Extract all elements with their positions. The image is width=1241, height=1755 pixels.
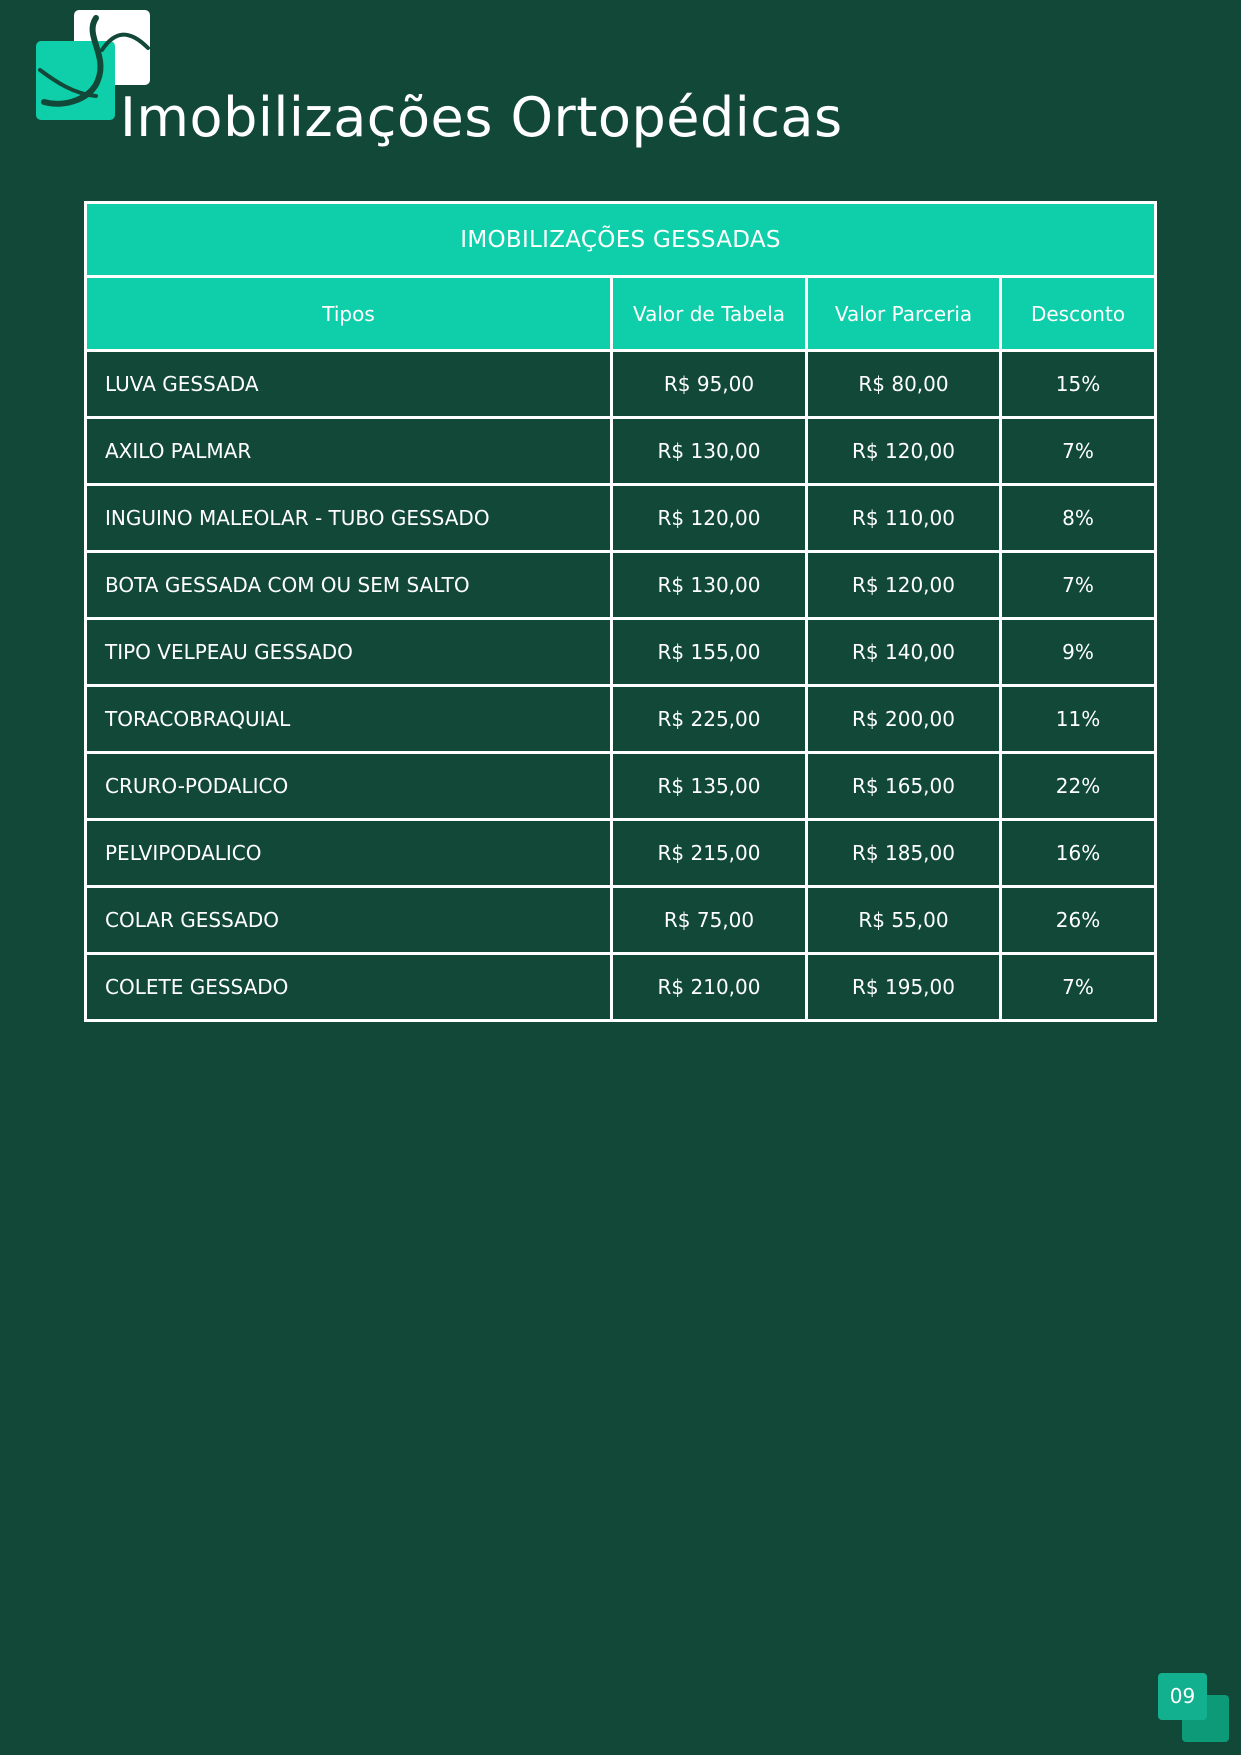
cell-valor-parceria: R$ 185,00 — [807, 820, 1001, 887]
cell-valor-parceria: R$ 55,00 — [807, 887, 1001, 954]
cell-valor-tabela: R$ 75,00 — [612, 887, 807, 954]
cell-valor-parceria: R$ 165,00 — [807, 753, 1001, 820]
cell-valor-tabela: R$ 135,00 — [612, 753, 807, 820]
table-row — [86, 820, 1156, 887]
cell-tipo: COLAR GESSADO — [86, 887, 612, 954]
page-title: Imobilizações Ortopédicas — [120, 86, 843, 149]
cell-valor-parceria: R$ 120,00 — [807, 418, 1001, 485]
cell-valor-tabela: R$ 215,00 — [612, 820, 807, 887]
cell-tipo: BOTA GESSADA COM OU SEM SALTO — [86, 552, 612, 619]
column-header-tipos: Tipos — [86, 277, 612, 351]
cell-desconto: 7% — [1001, 418, 1156, 485]
price-table — [84, 201, 1157, 1022]
cell-tipo: TIPO VELPEAU GESSADO — [86, 619, 612, 686]
cell-desconto: 15% — [1001, 351, 1156, 418]
cell-desconto: 9% — [1001, 619, 1156, 686]
cell-valor-tabela: R$ 130,00 — [612, 552, 807, 619]
cell-valor-parceria: R$ 195,00 — [807, 954, 1001, 1021]
cell-desconto: 8% — [1001, 485, 1156, 552]
cell-desconto: 22% — [1001, 753, 1156, 820]
cell-tipo: TORACOBRAQUIAL — [86, 686, 612, 753]
table-row — [86, 954, 1156, 1021]
column-header-valor-parceria: Valor Parceria — [807, 277, 1001, 351]
cell-valor-tabela: R$ 130,00 — [612, 418, 807, 485]
table-header-row — [86, 277, 1156, 351]
cell-valor-tabela: R$ 95,00 — [612, 351, 807, 418]
cell-valor-parceria: R$ 120,00 — [807, 552, 1001, 619]
cell-tipo: PELVIPODALICO — [86, 820, 612, 887]
cell-desconto: 7% — [1001, 954, 1156, 1021]
cell-desconto: 7% — [1001, 552, 1156, 619]
cell-tipo: COLETE GESSADO — [86, 954, 612, 1021]
page-number: 09 — [1158, 1673, 1207, 1720]
table-row — [86, 753, 1156, 820]
cell-desconto: 16% — [1001, 820, 1156, 887]
cell-desconto: 11% — [1001, 686, 1156, 753]
cell-valor-tabela: R$ 120,00 — [612, 485, 807, 552]
table-row — [86, 619, 1156, 686]
table-row — [86, 485, 1156, 552]
cell-valor-tabela: R$ 225,00 — [612, 686, 807, 753]
cell-tipo: LUVA GESSADA — [86, 351, 612, 418]
cell-valor-parceria: R$ 110,00 — [807, 485, 1001, 552]
column-header-valor-tabela: Valor de Tabela — [612, 277, 807, 351]
cell-valor-tabela: R$ 210,00 — [612, 954, 807, 1021]
table-caption-row — [86, 203, 1156, 277]
cell-valor-parceria: R$ 140,00 — [807, 619, 1001, 686]
table-row — [86, 887, 1156, 954]
page-number-badge — [1158, 1673, 1230, 1743]
table-row — [86, 686, 1156, 753]
cell-tipo: AXILO PALMAR — [86, 418, 612, 485]
cell-valor-parceria: R$ 200,00 — [807, 686, 1001, 753]
table-row — [86, 552, 1156, 619]
cell-tipo: INGUINO MALEOLAR - TUBO GESSADO — [86, 485, 612, 552]
cell-valor-tabela: R$ 155,00 — [612, 619, 807, 686]
cell-tipo: CRURO-PODALICO — [86, 753, 612, 820]
table-row — [86, 418, 1156, 485]
table-row — [86, 351, 1156, 418]
cell-desconto: 26% — [1001, 887, 1156, 954]
column-header-desconto: Desconto — [1001, 277, 1156, 351]
table-caption: IMOBILIZAÇÕES GESSADAS — [86, 203, 1156, 277]
cell-valor-parceria: R$ 80,00 — [807, 351, 1001, 418]
